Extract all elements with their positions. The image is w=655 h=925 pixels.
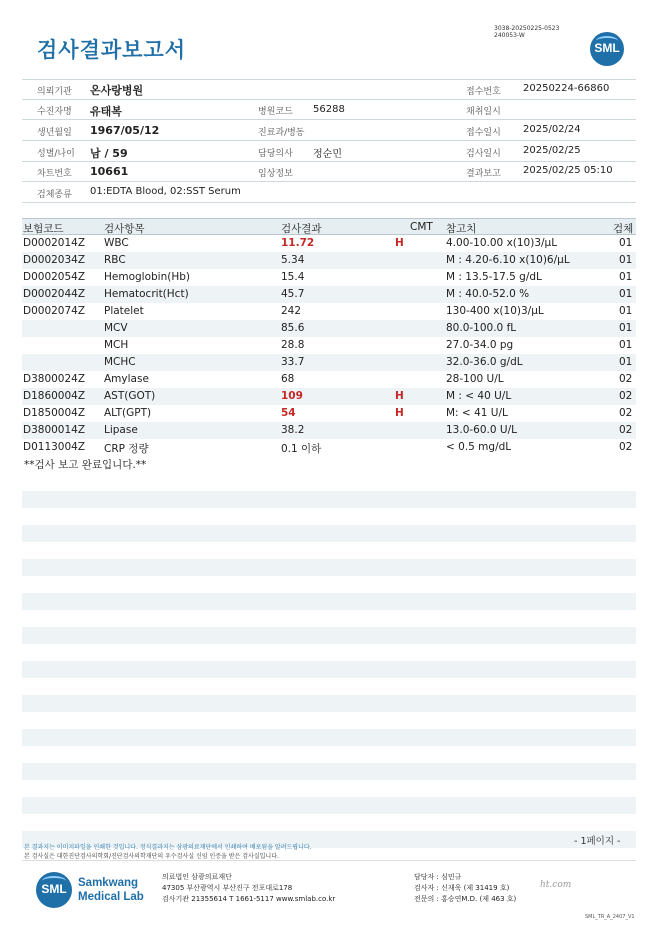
row-item: CRP 정량 — [104, 443, 149, 455]
row-result: 242 — [281, 305, 302, 317]
chart-no-label: 차트번호 — [37, 169, 72, 179]
empty-row — [22, 729, 636, 746]
receipt-no-value: 20250224-66860 — [523, 83, 610, 94]
specimen-value: 01:EDTA Blood, 02:SST Serum — [90, 186, 241, 197]
table-row — [22, 388, 636, 405]
sex-age-value: 남 / 59 — [90, 147, 128, 160]
signature: ht.com — [540, 880, 572, 890]
row-item: Hemoglobin(Hb) — [104, 271, 191, 283]
table-row — [22, 235, 636, 252]
institution-value: 온사랑병원 — [90, 84, 144, 97]
chart-no-value: 10661 — [90, 165, 129, 178]
header-code: 보험코드 — [23, 223, 64, 235]
row-ref: M: < 41 U/L — [446, 407, 508, 419]
hospital-code-label: 병원코드 — [258, 107, 293, 117]
test-date-value: 2025/02/25 — [523, 145, 581, 156]
table-row — [22, 269, 636, 286]
patient-value: 유태복 — [90, 105, 122, 118]
table-row — [22, 320, 636, 337]
collect-date-label: 채취일시 — [466, 107, 501, 117]
row-ref: M : < 40 U/L — [446, 390, 512, 402]
row-ref: 27.0-34.0 pg — [446, 339, 514, 351]
organization-info: 의료법인 삼광의료재단 47305 부산광역시 부산진구 전포대로178 검사기관 21355614 T 1661-5117 www.smlab.co.kr — [162, 873, 336, 903]
row-specimen: 02 — [619, 390, 633, 402]
row-result: 11.72 — [281, 237, 315, 249]
row-code: D0113004Z — [23, 441, 86, 453]
doctor-value: 정순민 — [313, 149, 342, 160]
report-complete-note: **검사 보고 완료입니다.** — [24, 459, 147, 471]
row-cmt: H — [395, 407, 404, 419]
header-cmt: CMT — [410, 221, 433, 233]
row-result: 33.7 — [281, 356, 305, 368]
row-specimen: 02 — [619, 373, 633, 385]
empty-row — [22, 593, 636, 610]
report-date-label: 결과보고 — [466, 169, 501, 179]
header-specimen: 검체 — [613, 223, 634, 235]
table-row — [22, 354, 636, 371]
table-row — [22, 303, 636, 320]
row-item: Amylase — [104, 373, 149, 385]
row-item: Hematocrit(Hct) — [104, 288, 189, 300]
row-ref: M : 4.20-6.10 x(10)6/μL — [446, 254, 570, 266]
table-row — [22, 371, 636, 388]
sml-logo-icon: SML — [590, 32, 624, 66]
header-result: 검사결과 — [281, 223, 322, 235]
row-specimen: 01 — [619, 322, 633, 334]
row-ref: 130-400 x(10)3/μL — [446, 305, 544, 317]
row-result: 28.8 — [281, 339, 305, 351]
row-ref: M : 13.5-17.5 g/dL — [446, 271, 542, 283]
birth-label: 생년월일 — [37, 128, 72, 138]
empty-row — [22, 491, 636, 508]
row-specimen: 01 — [619, 339, 633, 351]
row-cmt: H — [395, 390, 404, 402]
row-item: MCV — [104, 322, 128, 334]
row-specimen: 02 — [619, 441, 633, 453]
header-item: 검사항목 — [104, 223, 145, 235]
row-item: ALT(GPT) — [104, 407, 152, 419]
row-result: 45.7 — [281, 288, 305, 300]
row-result: 5.34 — [281, 254, 305, 266]
empty-row — [22, 763, 636, 780]
table-row — [22, 439, 636, 456]
row-code: D0002054Z — [23, 271, 86, 283]
accreditation-notice: 본 검사실은 대한진단검사의학회/진단검사의학재단의 우수검사실 신임 인증을 받은 검사실입니다. — [24, 853, 279, 860]
row-code: D3800014Z — [23, 424, 86, 436]
row-item: RBC — [104, 254, 126, 266]
report-title: 검사결과보고서 — [37, 38, 187, 62]
institution-label: 의뢰기관 — [37, 87, 72, 97]
row-result: 0.1 이하 — [281, 443, 322, 455]
row-result: 54 — [281, 407, 296, 419]
table-row — [22, 422, 636, 439]
table-row — [22, 405, 636, 422]
row-specimen: 01 — [619, 356, 633, 368]
receipt-date-value: 2025/02/24 — [523, 124, 581, 135]
hospital-code-value: 56288 — [313, 104, 345, 115]
row-code: D0002044Z — [23, 288, 86, 300]
brand-name: Samkwang Medical Lab — [78, 877, 144, 903]
table-row — [22, 286, 636, 303]
result-rows — [22, 235, 636, 456]
sml-footer-logo-icon: SML — [36, 872, 72, 908]
row-specimen: 01 — [619, 288, 633, 300]
document-id: 3038-20250225-0523 240053-W — [494, 25, 560, 39]
row-specimen: 02 — [619, 424, 633, 436]
row-result: 38.2 — [281, 424, 305, 436]
row-code: D3800024Z — [23, 373, 86, 385]
empty-row — [22, 695, 636, 712]
row-ref: M : 40.0-52.0 % — [446, 288, 530, 300]
table-row — [22, 337, 636, 354]
row-specimen: 01 — [619, 271, 633, 283]
empty-row — [22, 525, 636, 542]
row-ref: < 0.5 mg/dL — [446, 441, 512, 453]
row-result: 68 — [281, 373, 295, 385]
table-row — [22, 252, 636, 269]
empty-row — [22, 797, 636, 814]
row-item: Lipase — [104, 424, 138, 436]
receipt-no-label: 접수번호 — [466, 87, 501, 97]
row-ref: 28-100 U/L — [446, 373, 504, 385]
row-ref: 32.0-36.0 g/dL — [446, 356, 523, 368]
report-date-value: 2025/02/25 05:10 — [523, 165, 613, 176]
clinical-label: 임상정보 — [258, 169, 293, 179]
header-ref: 참고치 — [446, 223, 477, 235]
row-ref: 4.00-10.00 x(10)3/μL — [446, 237, 558, 249]
row-code: D1850004Z — [23, 407, 86, 419]
form-code: SML_TR_A_2407_V1 — [585, 914, 635, 920]
row-specimen: 01 — [619, 237, 633, 249]
row-item: WBC — [104, 237, 129, 249]
specimen-label: 검체종류 — [37, 190, 72, 200]
row-result: 109 — [281, 390, 303, 402]
row-code: D0002014Z — [23, 237, 86, 249]
sex-age-label: 성별/나이 — [37, 149, 75, 159]
row-specimen: 01 — [619, 254, 633, 266]
row-item: Platelet — [104, 305, 144, 317]
row-item: MCHC — [104, 356, 136, 368]
row-code: D0002034Z — [23, 254, 86, 266]
row-specimen: 01 — [619, 305, 633, 317]
empty-row — [22, 627, 636, 644]
row-specimen: 02 — [619, 407, 633, 419]
empty-row — [22, 559, 636, 576]
results-table — [22, 218, 636, 472]
row-item: MCH — [104, 339, 129, 351]
row-code: D1860004Z — [23, 390, 86, 402]
row-result: 85.6 — [281, 322, 305, 334]
doctor-label: 담당의사 — [258, 149, 293, 159]
row-result: 15.4 — [281, 271, 305, 283]
image-notice: 본 결과지는 이미지파일을 인쇄한 것입니다. 정식결과지는 삼광의료재단에서 인쇄하여 배포됨을 알려드립니다. — [24, 844, 312, 851]
row-ref: 80.0-100.0 fL — [446, 322, 517, 334]
row-ref: 13.0-60.0 U/L — [446, 424, 517, 436]
patient-label: 수진자명 — [37, 107, 72, 117]
birth-value: 1967/05/12 — [90, 124, 160, 137]
receipt-date-label: 접수일시 — [466, 128, 501, 138]
page-number: - 1페이지 - — [574, 836, 621, 847]
staff-info: 담당자 : 심민규 검사자 : 신재욱 (제 31419 호) 전문의 : 홍승연M.D. (제 463 호) — [414, 873, 517, 903]
row-code: D0002074Z — [23, 305, 86, 317]
empty-row — [22, 661, 636, 678]
test-date-label: 검사일시 — [466, 149, 501, 159]
dept-label: 진료과/병동 — [258, 128, 305, 138]
row-item: AST(GOT) — [104, 390, 156, 402]
table-header — [22, 218, 636, 235]
row-cmt: H — [395, 237, 404, 249]
